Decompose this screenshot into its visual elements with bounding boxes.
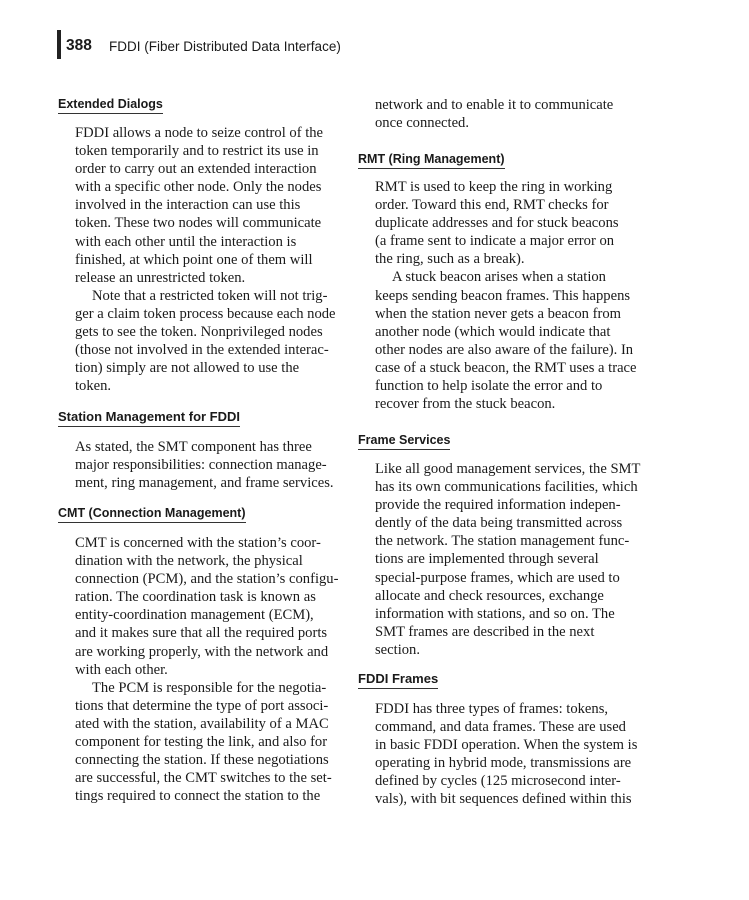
paragraph-station-management bbox=[75, 438, 334, 492]
text-line: defined by cycles (125 microsecond inter- bbox=[375, 773, 621, 790]
text-line: function to help isolate the error and to bbox=[375, 378, 603, 395]
text-line: dination with the network, the physical bbox=[75, 553, 303, 570]
header-rule bbox=[57, 30, 61, 59]
text-line: tion) simply are not allowed to use the bbox=[75, 360, 300, 377]
text-line: information with stations, and so on. The bbox=[375, 605, 615, 622]
text-line: and it makes sure that all the required ports bbox=[75, 625, 328, 642]
text-line: token. These two nodes will communicate bbox=[75, 215, 322, 232]
running-title: FDDI (Fiber Distributed Data Interface) bbox=[109, 39, 341, 54]
text-line: has its own communications facilities, which bbox=[375, 479, 638, 496]
heading-rmt: RMT (Ring Management) bbox=[358, 151, 505, 169]
text-line: order. Toward this end, RMT checks for bbox=[375, 197, 609, 214]
text-line: (a frame sent to indicate a major error on bbox=[375, 233, 615, 250]
text-line: network and to enable it to communicate bbox=[375, 97, 614, 113]
paragraph-extended-dialogs bbox=[75, 124, 336, 395]
text-line: command, and data frames. These are used bbox=[375, 719, 626, 736]
text-line: with a specific other node. Only the nodes bbox=[75, 179, 322, 196]
text-line: the network. The station management func- bbox=[375, 533, 630, 550]
text-line: ger a claim token process because each node bbox=[75, 305, 336, 322]
text-line: tings required to connect the station to the bbox=[75, 788, 321, 805]
text-line: case of a stuck beacon, the RMT uses a trace bbox=[375, 359, 637, 376]
text-line: component for testing the link, and also for bbox=[75, 734, 328, 751]
paragraph-fddi-frames bbox=[375, 700, 637, 809]
heading-extended-dialogs: Extended Dialogs bbox=[58, 96, 163, 114]
text-line: The PCM is responsible for the negotia- bbox=[92, 679, 327, 696]
text-line: ated with the station, availability of a MAC bbox=[75, 715, 329, 732]
text-line: FDDI has three types of frames: tokens, bbox=[375, 701, 609, 717]
page-number: 388 bbox=[66, 37, 92, 54]
text-line: another node (which would indicate that bbox=[375, 323, 611, 340]
text-line: when the station never gets a beacon from bbox=[375, 305, 621, 322]
text-line: As stated, the SMT component has three bbox=[75, 439, 312, 455]
text-line: with each other until the interaction is bbox=[75, 233, 297, 250]
paragraph-rmt bbox=[375, 178, 637, 413]
text-line: order to carry out an extended interaction bbox=[75, 161, 317, 178]
text-line: special-purpose frames, which are used to bbox=[375, 569, 620, 586]
text-line: the ring, such as a break). bbox=[375, 251, 525, 268]
text-line: (those not involved in the extended interac- bbox=[75, 342, 329, 359]
text-line: involved in the interaction can use this bbox=[75, 197, 301, 214]
text-line: token temporarily and to restrict its use in bbox=[75, 143, 319, 160]
text-line: keeps sending beacon frames. This happens bbox=[375, 287, 631, 304]
text-line: FDDI allows a node to seize control of the bbox=[75, 125, 324, 141]
text-line: tions that determine the type of port associ- bbox=[75, 697, 329, 714]
text-line: with each other. bbox=[75, 661, 168, 678]
text-line: A stuck beacon arises when a station bbox=[392, 269, 606, 286]
text-line: once connected. bbox=[375, 115, 469, 132]
text-line: are working properly, with the network and bbox=[75, 643, 329, 660]
text-line: ration. The coordination task is known as bbox=[75, 589, 316, 606]
text-line: allocate and check resources, exchange bbox=[375, 587, 604, 604]
text-line: connecting the station. If these negotiations bbox=[75, 752, 329, 769]
text-line: duplicate addresses and for stuck beacons bbox=[375, 215, 619, 232]
text-line: token. bbox=[75, 378, 112, 395]
text-line: tions are implemented through several bbox=[375, 551, 599, 568]
text-line: connection (PCM), and the station’s configu- bbox=[75, 571, 339, 588]
text-line: dently of the data being transmitted across bbox=[375, 515, 623, 532]
text-line: entity-coordination management (ECM), bbox=[75, 607, 314, 624]
paragraph-continuation bbox=[375, 96, 613, 132]
paragraph-frame-services bbox=[375, 460, 640, 659]
text-line: gets to see the token. Nonprivileged nodes bbox=[75, 324, 323, 341]
text-line: are successful, the CMT switches to the set- bbox=[75, 770, 332, 787]
text-line: CMT is concerned with the station’s coor- bbox=[75, 535, 321, 551]
text-line: SMT frames are described in the next bbox=[375, 623, 595, 640]
text-line: other nodes are also aware of the failure). In bbox=[375, 341, 634, 358]
heading-fddi-frames: FDDI Frames bbox=[358, 671, 438, 689]
text-line: in basic FDDI operation. When the system is bbox=[375, 737, 638, 754]
text-line: Like all good management services, the SMT bbox=[375, 461, 641, 477]
text-line: Note that a restricted token will not trig- bbox=[92, 287, 328, 304]
text-line: section. bbox=[375, 641, 420, 658]
heading-cmt: CMT (Connection Management) bbox=[58, 505, 246, 523]
text-line: recover from the stuck beacon. bbox=[375, 396, 556, 413]
paragraph-cmt bbox=[75, 534, 338, 805]
text-line: finished, at which point one of them will bbox=[75, 251, 313, 268]
text-line: operating in hybrid mode, transmissions are bbox=[375, 755, 632, 772]
text-line: major responsibilities: connection manage- bbox=[75, 457, 327, 474]
heading-station-management: Station Management for FDDI bbox=[58, 409, 240, 427]
text-line: vals), with bit sequences defined within this bbox=[375, 791, 632, 808]
text-line: provide the required information indepen- bbox=[375, 497, 621, 514]
heading-frame-services: Frame Services bbox=[358, 432, 450, 450]
text-line: release an unrestricted token. bbox=[75, 269, 246, 286]
text-line: ment, ring management, and frame services. bbox=[75, 475, 334, 492]
text-line: RMT is used to keep the ring in working bbox=[375, 179, 613, 195]
